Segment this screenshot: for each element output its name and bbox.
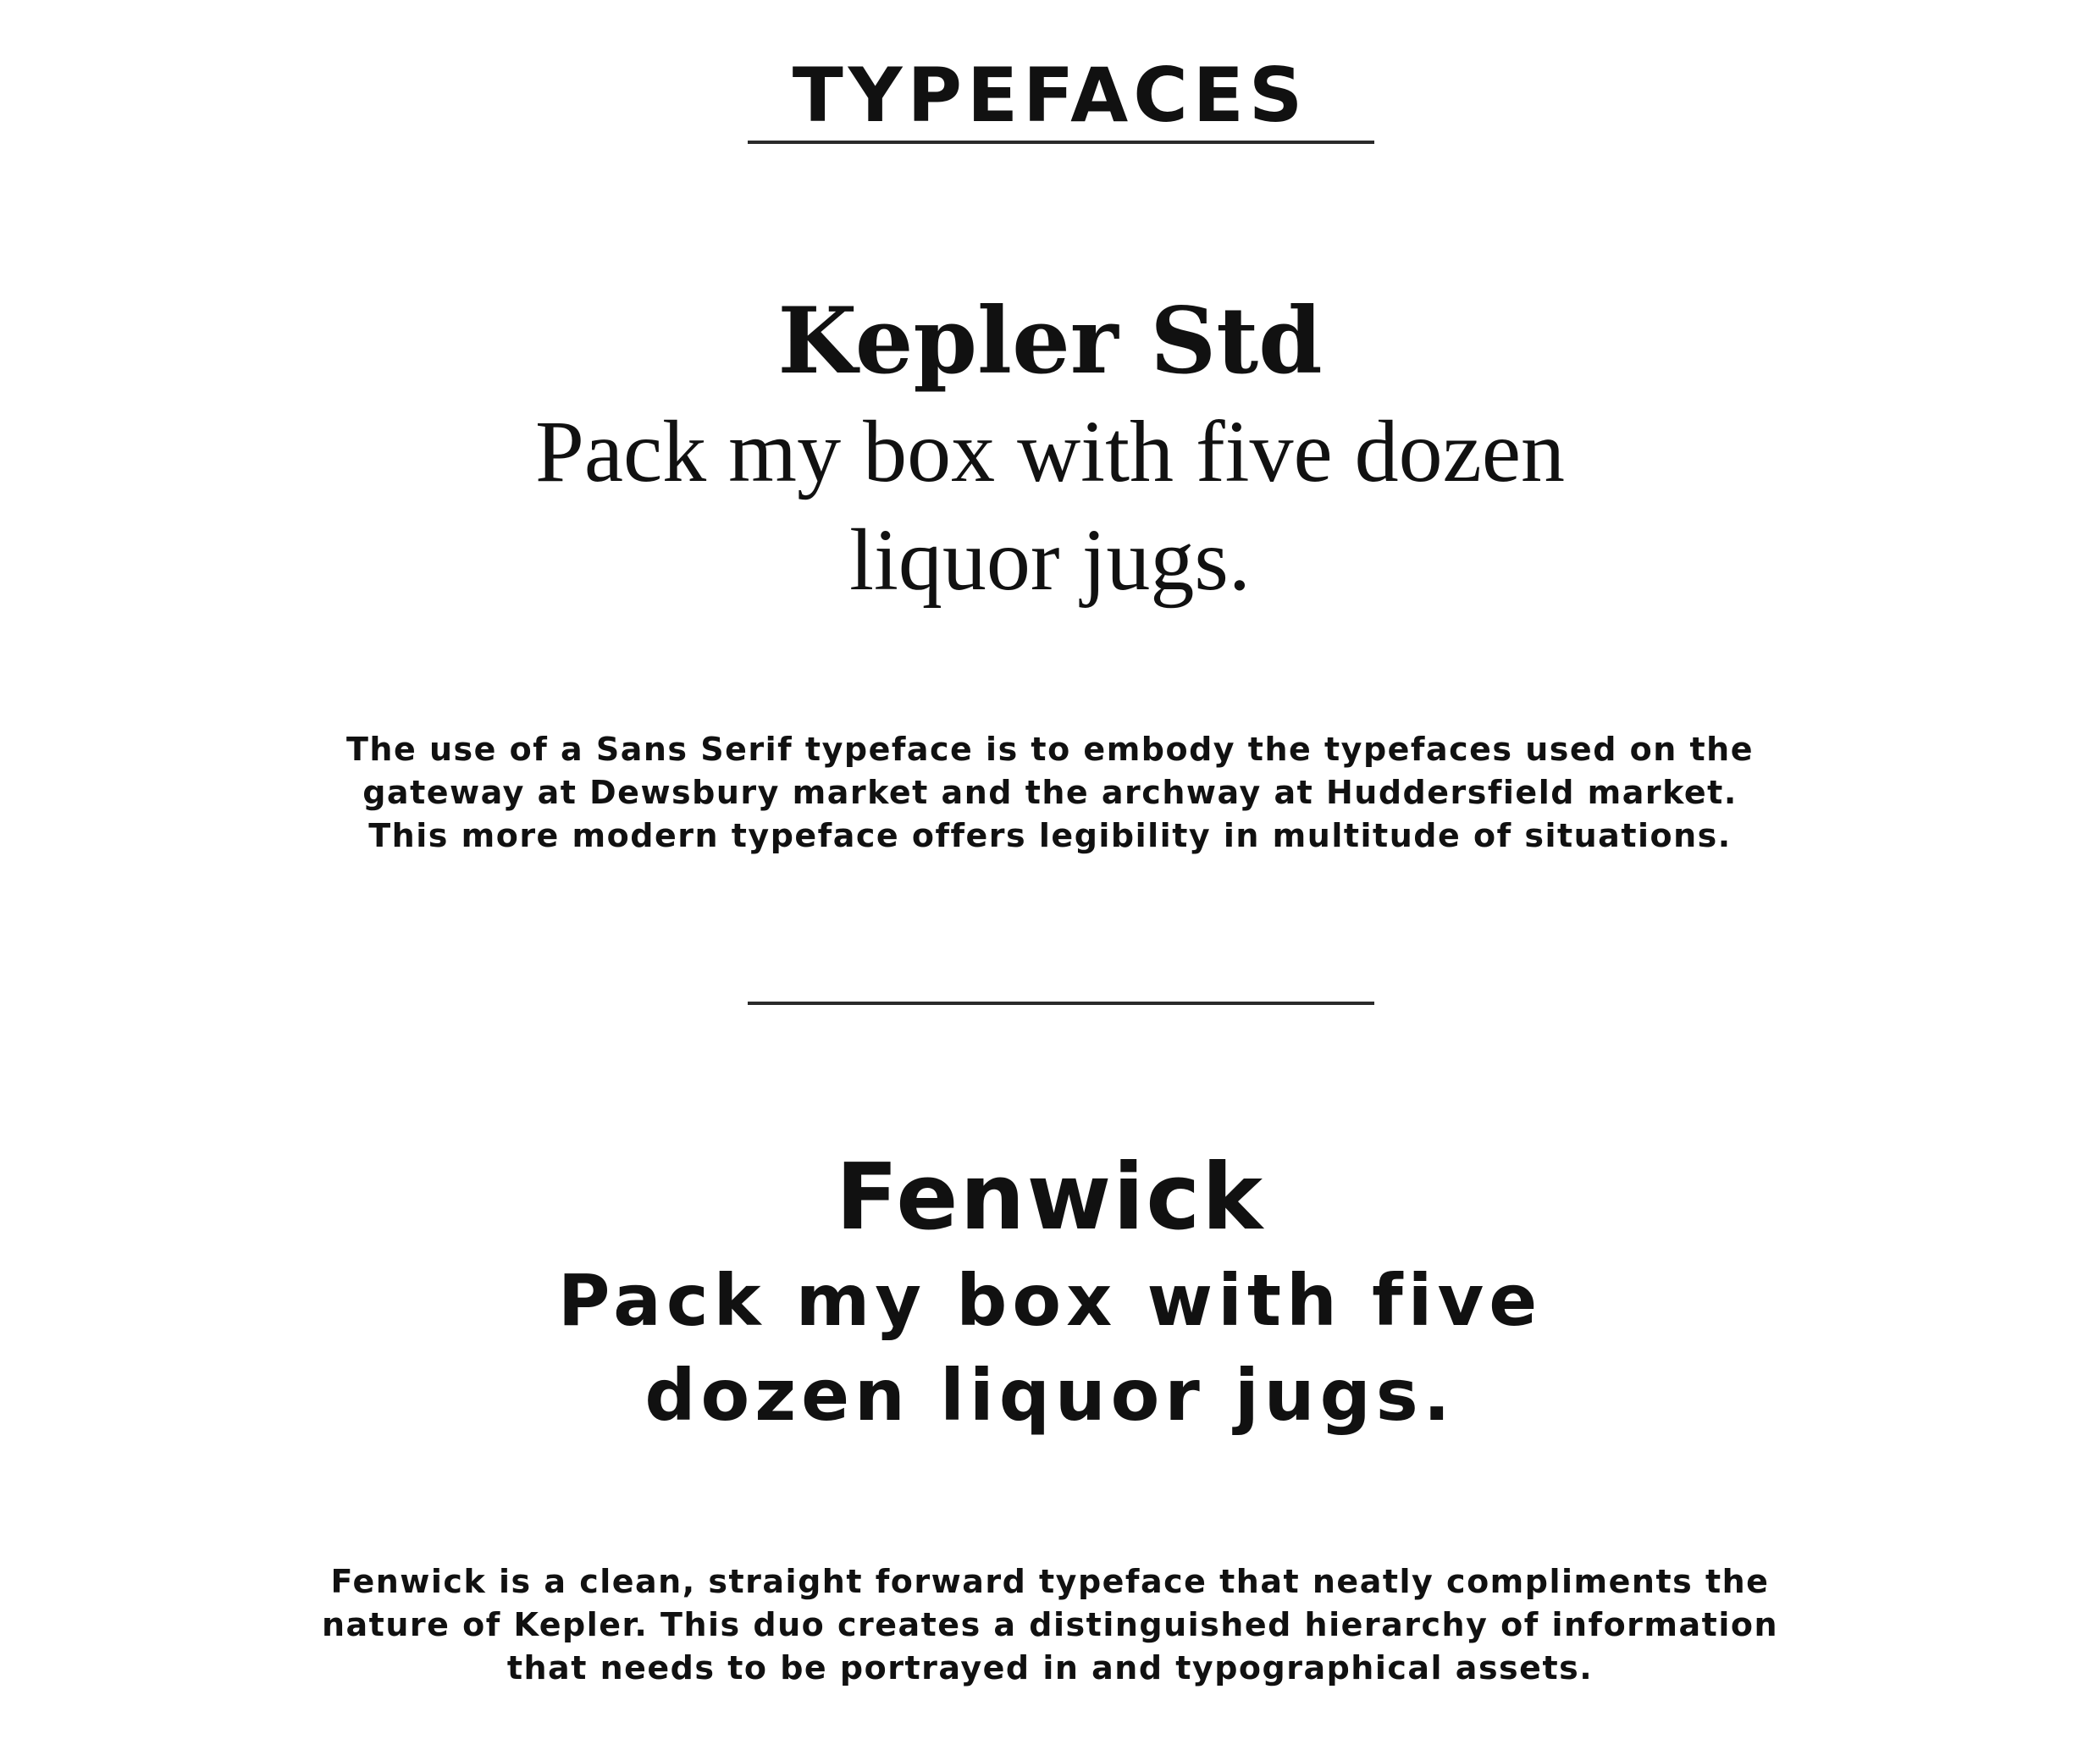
typeface-description-kepler: The use of a Sans Serif typeface is to embody the typefaces used on the gateway at Dewsbury market and the archway at Huddersfield market. This more modern typeface offers legibility in multitude of situations. <box>345 731 1755 854</box>
typeface-sample-kepler: Pack my box with five dozen liquor jugs. <box>535 403 1565 609</box>
typeface-name-kepler: Kepler Std <box>777 288 1323 395</box>
page-title: TYPEFACES <box>792 52 1308 139</box>
typeface-sample-fenwick: Pack my box with five dozen liquor jugs. <box>557 1259 1543 1437</box>
title-divider <box>748 141 1374 144</box>
typeface-name-fenwick: Fenwick <box>835 1145 1265 1250</box>
section-divider <box>748 1002 1374 1005</box>
typeface-description-fenwick: Fenwick is a clean, straight forward typeface that neatly compliments the nature of Kepler. This duo creates a distinguished hierarchy of information that needs to be portrayed in and typographical assets. <box>321 1563 1779 1687</box>
